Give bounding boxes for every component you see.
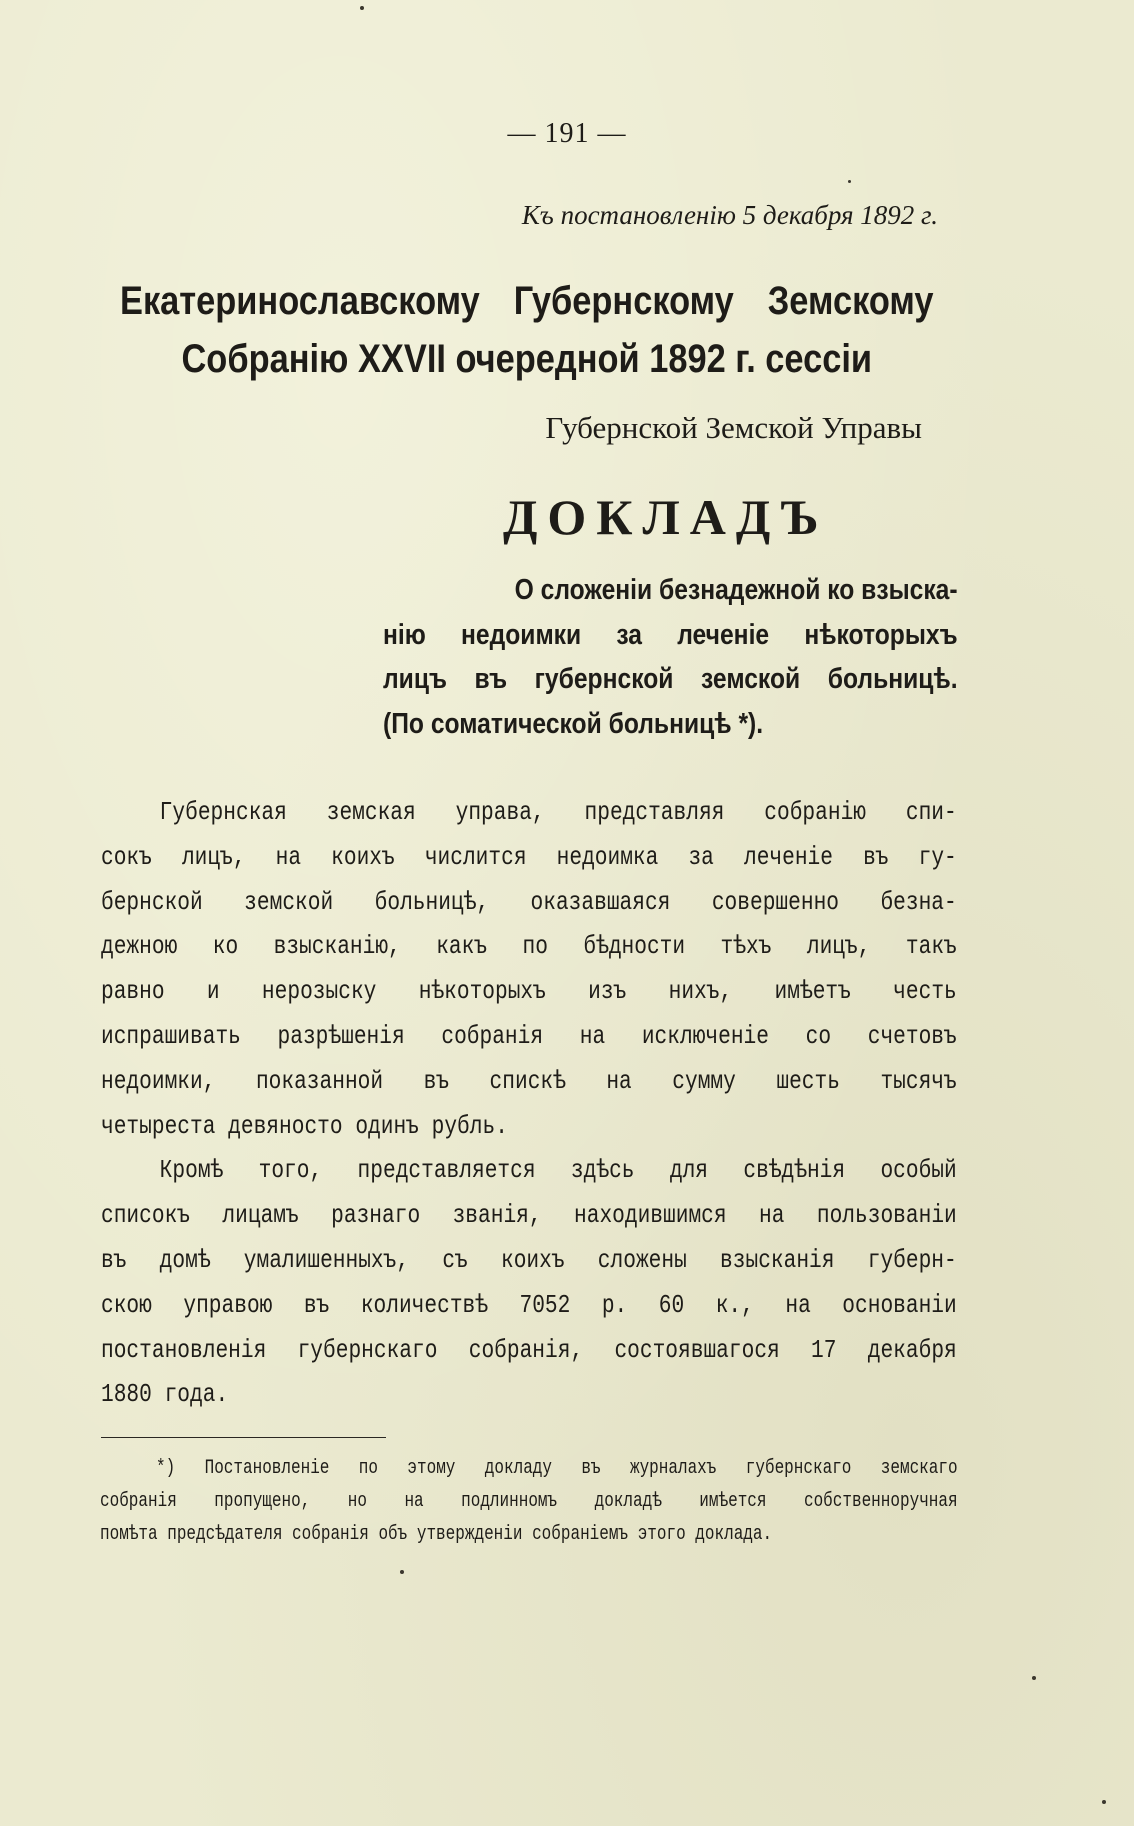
paper-speck [848, 180, 851, 183]
text-line: 1880 года. [101, 1379, 229, 1410]
page-number: — 191 — [507, 118, 627, 149]
report-body [101, 790, 957, 1417]
paper-speck [1032, 1676, 1036, 1680]
text-line: Губернская земская управа, представляя собранію спи- [159, 797, 957, 827]
footnote-line: помѣта предсѣдателя собранія объ утвержденіи собраніемъ этого доклада. [100, 1523, 773, 1546]
paper-speck [360, 6, 364, 10]
text-line: въ домѣ умалишенныхъ, съ коихъ сложены взысканія губерн- [101, 1244, 957, 1275]
text-line: испрашивать разрѣшенія собранія на исключеніе со счетовъ [101, 1020, 957, 1051]
text-line: равно и нерозыску нѣкоторыхъ изъ нихъ, имѣетъ честь [101, 976, 957, 1007]
footnote [100, 1452, 958, 1551]
addressee-line: Собранію XXVII очередной 1892 г. сессіи [181, 337, 873, 381]
report-subject [383, 568, 958, 746]
text-line: четыреста девяносто одинъ рубль. [101, 1110, 508, 1141]
subject-line: О сложеніи безнадежной ко взыска- [514, 574, 958, 606]
text-line: Кромѣ того, представляется здѣсь для свѣдѣнія особый [159, 1155, 957, 1186]
subject-line: нію недоимки за леченіе нѣкоторыхъ [383, 618, 958, 651]
footnote-divider [101, 1437, 386, 1438]
text-line: дежною ко взысканію, какъ по бѣдности тѣхъ лицъ, такъ [101, 931, 957, 962]
text-line: постановленія губернскаго собранія, состоявшагося 17 декабря [101, 1334, 957, 1365]
authority-name: Губернской Земской Управы [545, 410, 922, 445]
footnote-line: собранія пропущено, но на подлинномъ докладѣ имѣется собственноручная [100, 1490, 958, 1513]
text-line: бернской земской больницѣ, оказавшаяся совершенно безна- [101, 886, 957, 917]
addressee-heading [120, 272, 934, 388]
addressee-line: Екатеринославскому Губернскому Земскому [120, 279, 934, 323]
text-line: недоимки, показанной въ спискѣ на сумму шесть тысячъ [101, 1065, 957, 1096]
text-line: скою управою въ количествѣ 7052 р. 60 к., на основаніи [101, 1289, 957, 1320]
paper-speck [400, 1570, 404, 1574]
resolution-reference: Къ постановленію 5 декабря 1892 г. [521, 200, 938, 230]
paragraph [101, 1148, 957, 1417]
text-line: сокъ лицъ, на коихъ числится недоимка за леченіе въ гу- [101, 841, 957, 872]
paragraph [101, 790, 957, 1148]
subject-line: (По соматической больницѣ *). [383, 707, 764, 740]
paper-speck [1102, 1800, 1106, 1804]
text-line: списокъ лицамъ разнаго званія, находившимся на пользованіи [101, 1200, 957, 1231]
subject-line: лицъ въ губернской земской больницѣ. [383, 663, 958, 695]
document-title: ДОКЛАДЪ [503, 489, 829, 545]
footnote-line: *) Постановленіе по этому докладу въ журналахъ губернскаго земскаго [156, 1457, 958, 1480]
